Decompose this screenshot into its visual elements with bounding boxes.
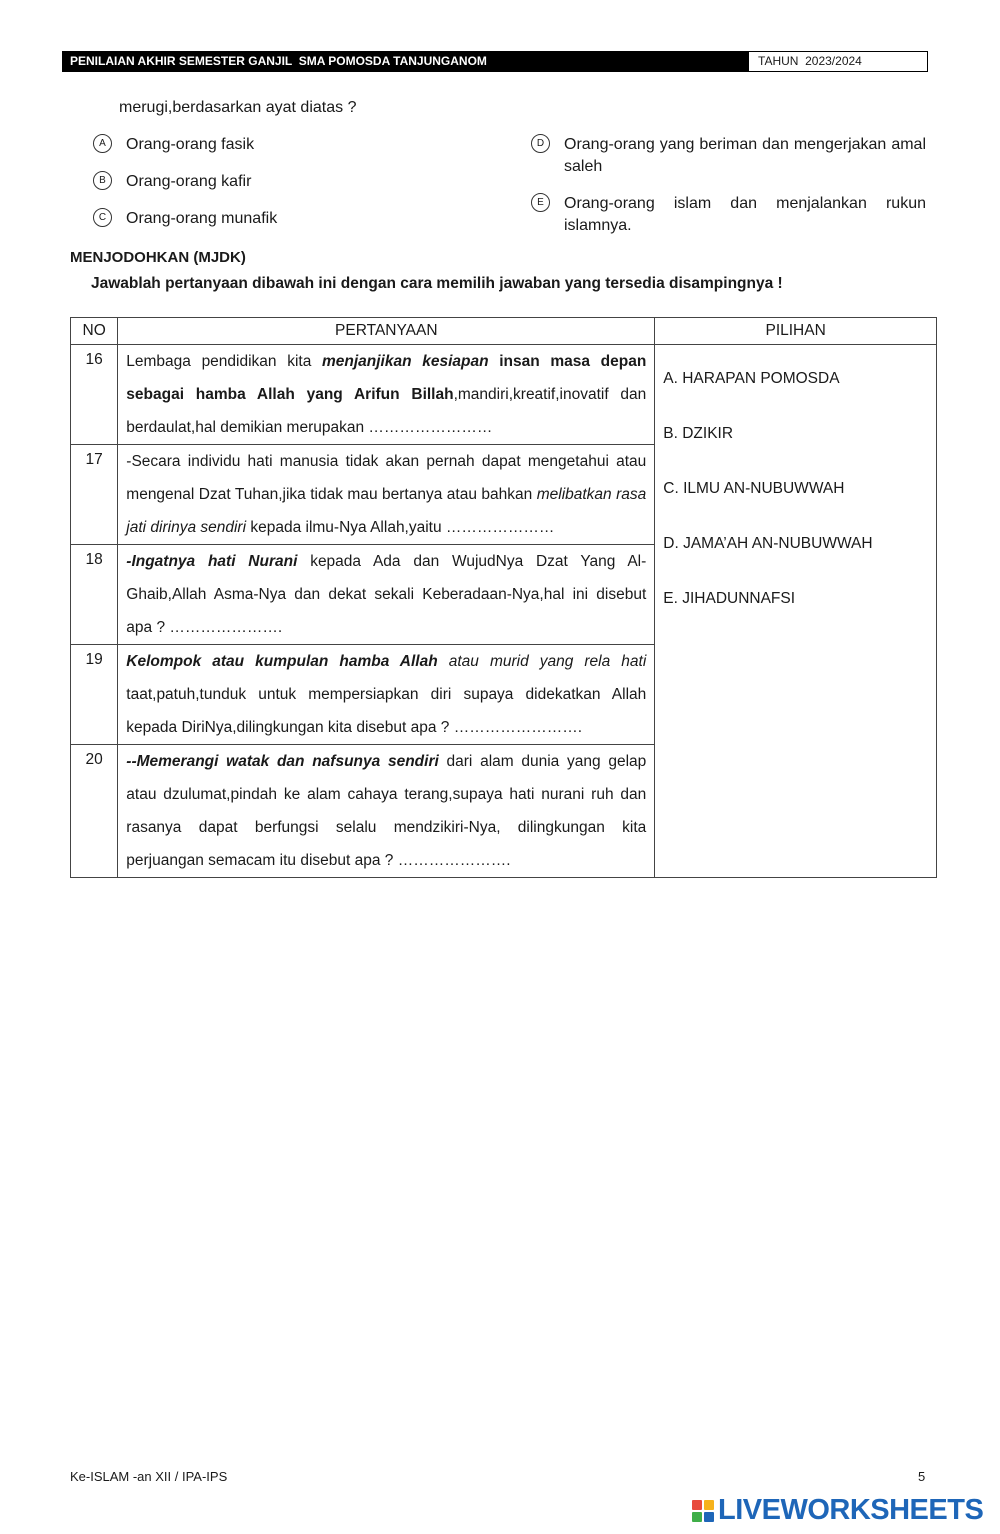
choice-d[interactable]: D. JAMA’AH AN-NUBUWWAH bbox=[663, 535, 873, 552]
section-instruction: Jawablah pertanyaan dibawah ini dengan cara memilih jawaban yang tersedia disampingnya ! bbox=[91, 275, 783, 292]
question-continuation: merugi,berdasarkan ayat diatas ? bbox=[119, 99, 357, 116]
logo-block bbox=[692, 1512, 702, 1522]
question-text-run: dari alam dunia yang gelap atau dzulumat,pindah ke alam cahaya terang,supaya hati nurani ruh dan rasanya dapat berfungsi selalu mendzikiri-Nya, dilingkungan kita perjuangan semacam itu disebut apa ? …………………. bbox=[126, 753, 647, 869]
question-text-run: --Memerangi watak dan nafsunya sendiri bbox=[126, 753, 439, 770]
liveworksheets-logo bbox=[692, 1494, 983, 1527]
option-c-marker[interactable]: C bbox=[93, 208, 112, 227]
option-d[interactable] bbox=[531, 134, 926, 178]
logo-text: LIVEWORKSHEETS bbox=[718, 1494, 984, 1526]
option-b[interactable] bbox=[93, 171, 251, 193]
option-c[interactable] bbox=[93, 208, 277, 230]
choice-b[interactable]: B. DZIKIR bbox=[663, 425, 734, 442]
question-text-run: menjanjikan kesiapan bbox=[321, 353, 489, 370]
choices-cell bbox=[655, 345, 937, 878]
question-text-run: melibatkan rasa jati dirinya sendiri bbox=[126, 486, 647, 536]
question-text-run: -Ingatnya hati Nurani bbox=[126, 553, 298, 570]
header-no: NO bbox=[71, 318, 118, 345]
question-number: 20 bbox=[71, 745, 118, 878]
question-text-run: Lembaga pendidikan kita bbox=[126, 353, 322, 370]
question-text-run: atau murid yang rela hati bbox=[448, 653, 647, 670]
logo-icon bbox=[692, 1500, 714, 1522]
option-d-marker[interactable]: D bbox=[531, 134, 550, 153]
question-text-run: taat,patuh,tunduk untuk mempersiapkan diri supaya didekatkan Allah kepada DiriNya,dilingkungan kita disebut apa ? ……………………. bbox=[126, 686, 647, 736]
section-title: MENJODOHKAN (MJDK) bbox=[70, 249, 246, 266]
option-a[interactable] bbox=[93, 134, 254, 156]
choices-list bbox=[663, 345, 928, 620]
option-d-text: Orang-orang yang beriman dan mengerjakan amal saleh bbox=[564, 136, 926, 175]
table-header-row bbox=[71, 318, 937, 345]
option-b-text: Orang-orang kafir bbox=[126, 173, 252, 190]
option-c-text: Orang-orang munafik bbox=[126, 210, 278, 227]
option-e-marker[interactable]: E bbox=[531, 193, 550, 212]
page-number: 5 bbox=[918, 1469, 926, 1484]
logo-block bbox=[692, 1500, 702, 1510]
header-question: PERTANYAAN bbox=[118, 318, 655, 345]
logo-block bbox=[704, 1512, 714, 1522]
option-a-marker[interactable]: A bbox=[93, 134, 112, 153]
question-text bbox=[118, 545, 655, 645]
option-a-text: Orang-orang fasik bbox=[126, 136, 255, 153]
question-number: 16 bbox=[71, 345, 118, 445]
question-text-run: insan masa depan sebagai hamba Allah yang Arifun Billah bbox=[126, 353, 647, 403]
school-year: TAHUN 2023/2024 bbox=[758, 54, 862, 68]
logo-block bbox=[704, 1500, 714, 1510]
question-text bbox=[118, 445, 655, 545]
question-number: 18 bbox=[71, 545, 118, 645]
question-text-run bbox=[438, 653, 449, 670]
choice-a[interactable]: A. HARAPAN POMOSDA bbox=[663, 370, 840, 387]
question-text-run: Kelompok atau kumpulan hamba Allah bbox=[126, 653, 438, 670]
question-text-run: kepada Ada dan WujudNya Dzat Yang Al-Ghaib,Allah Asma-Nya dan dekat sekali Keberadaan-Nya,hal ini disebut apa ? …………………. bbox=[126, 553, 647, 636]
question-text bbox=[118, 645, 655, 745]
choice-c[interactable]: C. ILMU AN-NUBUWWAH bbox=[663, 480, 845, 497]
question-number: 19 bbox=[71, 645, 118, 745]
question-text bbox=[118, 345, 655, 445]
question-text bbox=[118, 745, 655, 878]
matching-table bbox=[70, 317, 937, 878]
option-e-text: Orang-orang islam dan menjalankan rukun islamnya. bbox=[564, 195, 926, 234]
page-header bbox=[62, 51, 928, 72]
option-b-marker[interactable]: B bbox=[93, 171, 112, 190]
header-choices: PILIHAN bbox=[655, 318, 937, 345]
question-text-run: ,mandiri,kreatif,inovatif dan berdaulat,hal demikian merupakan …………………… bbox=[126, 386, 647, 436]
question-text-run: kepada ilmu-Nya Allah,yaitu ………………… bbox=[246, 519, 555, 536]
choice-e[interactable]: E. JIHADUNNAFSI bbox=[663, 590, 796, 607]
question-text-run: -Secara individu hati manusia tidak akan pernah dapat mengetahui atau mengenal Dzat Tuhan,jika tidak mau bertanya atau bahkan bbox=[126, 453, 647, 503]
option-e[interactable] bbox=[531, 193, 926, 237]
exam-title: PENILAIAN AKHIR SEMESTER GANJIL SMA POMOSDA TANJUNGANOM bbox=[63, 52, 749, 71]
table-row bbox=[71, 345, 937, 445]
footer-subject: Ke-ISLAM -an XII / IPA-IPS bbox=[70, 1469, 228, 1484]
question-text-run bbox=[489, 353, 500, 370]
question-number: 17 bbox=[71, 445, 118, 545]
